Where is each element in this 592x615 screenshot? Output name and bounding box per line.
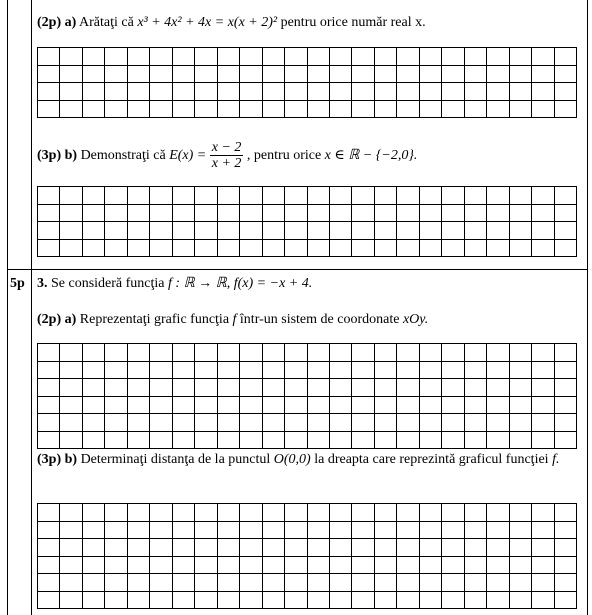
ex3-statement [37,275,312,292]
ex3a-math-f: f [232,312,237,327]
ex2b-statement [37,139,417,173]
ex3-math: f : ℝ → ℝ, f(x) = −x + 4. [168,276,313,291]
ex3a-tag: (2p) a) [37,312,77,327]
answer-grid-2b[interactable] [37,186,577,257]
ex2b-fraction [210,140,244,171]
ex3b-math-point: O(0,0) [273,452,311,467]
ex3a-text-before: Reprezentaţi grafic funcţia [79,312,230,327]
ex3b-tag: (3p) b) [37,452,78,467]
ex2b-tag: (3p) b) [37,148,78,163]
ex2b-frac-num: x − 2 [211,140,242,156]
ex3a-statement [37,311,428,328]
exercise-separator [7,269,588,270]
ex3-points: 5p [10,276,25,291]
answer-grid-3b[interactable] [37,503,577,609]
ex2b-text-before: Demonstraţi că [80,148,166,163]
ex2a-text-after: pentru orice număr real x. [280,15,426,30]
ex2b-math-domain: x ∈ ℝ − {−2,0}. [324,148,418,163]
ex3-text: Se consideră funcţia [51,276,165,291]
ex2b-frac-den: x + 2 [211,156,242,172]
right-border [587,0,588,615]
ex3a-text-after: într-un sistem de coordonate [239,312,400,327]
ex3b-text-before: Determinaţi distanţa de la punctul [80,452,271,467]
ex2b-text-after: , pentru orice [246,148,322,163]
answer-grid-3a[interactable] [37,343,577,449]
left-border [7,0,8,615]
ex3-number: 3. [37,276,48,291]
ex3b-statement [37,450,583,470]
ex2a-statement [37,14,426,31]
ex2a-tag: (2p) a) [37,15,77,30]
ex2a-text-before: Arătaţi că [79,15,134,30]
points-column-divider [31,0,32,615]
ex3b-text-after: la dreapta care reprezintă graficul funcţiei [314,452,549,467]
ex3b-math-f: f. [552,452,560,467]
ex2b-math-lhs: E(x) = [169,148,207,163]
answer-grid-2a[interactable] [37,47,577,118]
ex3a-math-sys: xOy. [402,312,429,327]
ex2a-math: x³ + 4x² + 4x = x(x + 2)² [137,15,278,30]
